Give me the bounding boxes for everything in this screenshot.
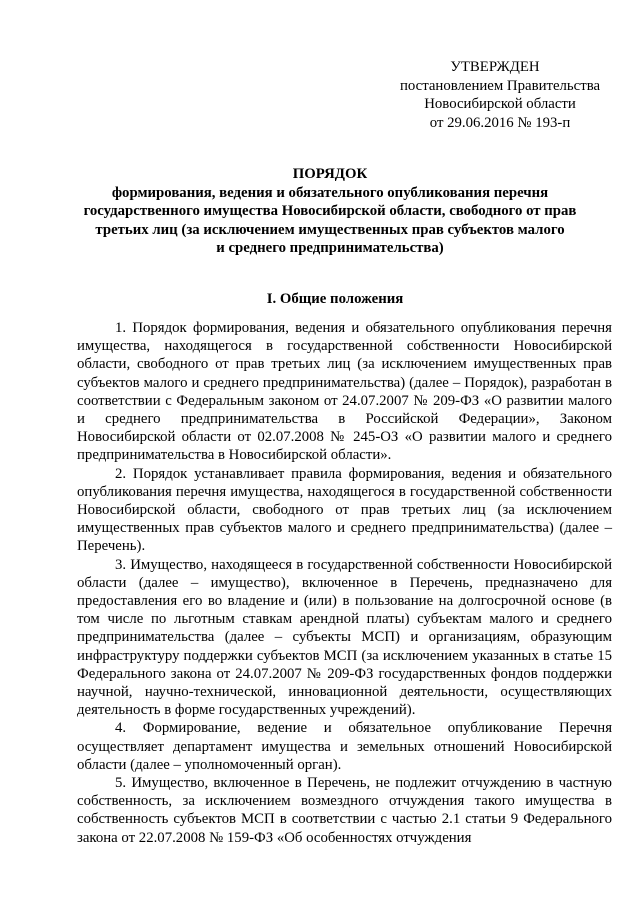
paragraph: 1. Порядок формирования, ведения и обязательного опубликования перечня имущества, находящегося в государственной собственности Новосибирской области, свободного от прав третьих лиц (за исключением имущественных прав субъектов малого и среднего предпринимательства) (далее – Порядок), разработан в соответствии с Федеральным законом от 24.07.2007 № 209-ФЗ «О развитии малого и среднего предпринимательства в Российской Федерации», Законом Новосибирской области от 02.07.2008 № 245-ОЗ «О развитии малого и среднего предпринимательства в Новосибирской области». xyxy=(77,320,612,464)
paragraph: 2. Порядок устанавливает правила формирования, ведения и обязательного опубликования перечня имущества, находящегося в государственной собственности Новосибирской области, свободного от прав третьих лиц (за исключением имущественных прав субъектов малого и среднего предпринимательства) (далее – Перечень). xyxy=(77,465,612,555)
paragraph: 5. Имущество, включенное в Перечень, не подлежит отчуждению в частную собственность, за исключением возмездного отчуждения такого имущества в собственность субъектов МСП в соответствии с частью 2.1 статьи 9 Федерального закона от 22.07.2008 № 159-ФЗ «Об особенностях отчуждения xyxy=(77,775,612,846)
title-heading: ПОРЯДОК xyxy=(292,166,368,182)
title-line: формирования, ведения и обязательного опубликования перечня xyxy=(111,184,549,201)
section-title: I. Общие положения xyxy=(266,291,404,307)
document-body xyxy=(77,319,612,847)
approval-date-line: от 29.06.2016 № 193-п xyxy=(429,114,571,131)
approval-line: постановлением Правительства xyxy=(399,77,601,94)
approval-stamp xyxy=(395,58,605,132)
title-line: третьих лиц (за исключением имущественных прав субъектов малого xyxy=(95,221,565,238)
approval-line: Новосибирской области xyxy=(424,96,576,112)
approval-heading: УТВЕРЖДЕН xyxy=(450,59,540,75)
document-title xyxy=(60,165,600,258)
paragraph: 3. Имущество, находящееся в государственной собственности Новосибирской области (далее – имущество), включенное в Перечень, предназначено для предоставления его во владение и (или) в пользование на долгосрочной основе (в том числе по льготным ставкам арендной платы) субъектам малого и среднего предпринимательства (далее – субъекты МСП) и организациям, образующим инфраструктуру поддержки субъектов МСП (за исключением указанных в статье 15 Федерального закона от 24.07.2007 № 209-ФЗ государственных фондов поддержки научной, научно-технической, инновационной деятельности, осуществляющих деятельность в форме государственных учреждений). xyxy=(77,556,612,719)
paragraph: 4. Формирование, ведение и обязательное опубликование Перечня осуществляет департамент имущества и земельных отношений Новосибирской области (далее – уполномоченный орган). xyxy=(77,720,612,773)
title-line: государственного имущества Новосибирской области, свободного от прав xyxy=(83,203,577,219)
title-line: и среднего предпринимательства) xyxy=(216,240,444,256)
